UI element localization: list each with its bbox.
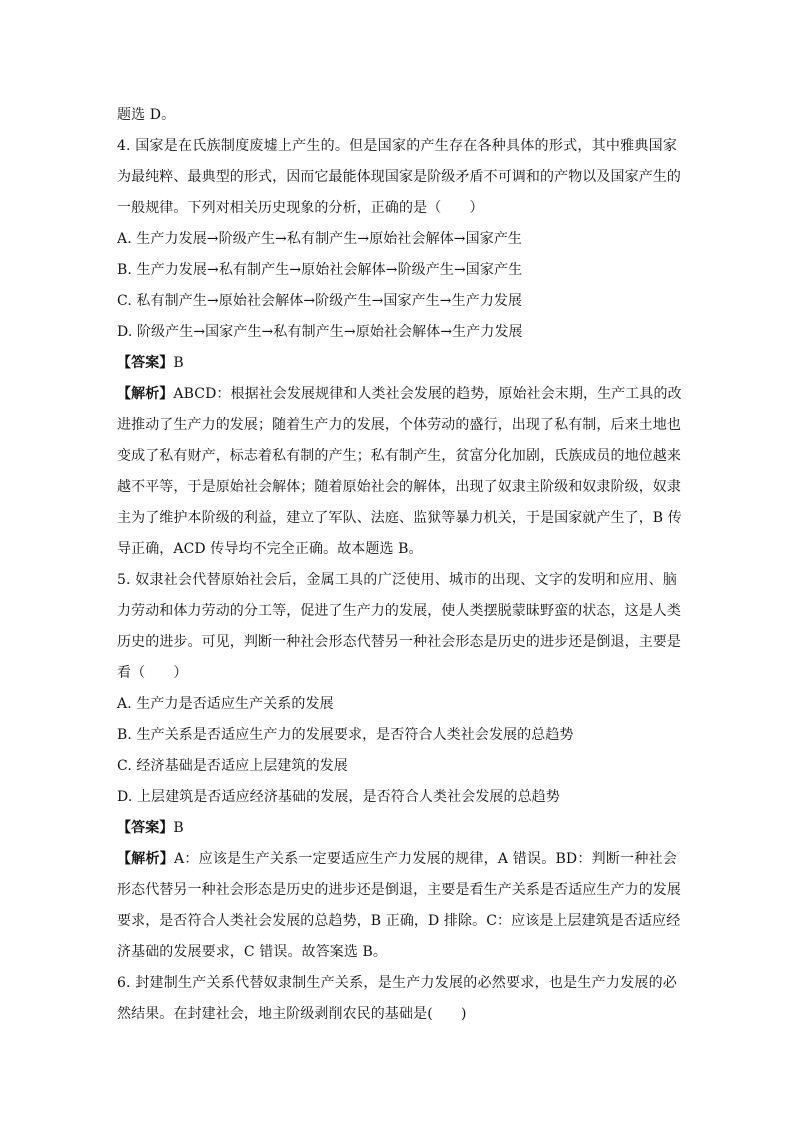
text-line: 进推动了生产力的发展；随着生产力的发展，个体劳动的盛行，出现了私有制，后来土地也 [117, 417, 681, 433]
text-line: 变成了私有财产，标志着私有制的产生；私有制产生，贫富分化加剧，氏族成员的地位越来 [117, 448, 681, 464]
answer-tag: 【答案】 [117, 820, 174, 836]
answer-line: 【答案】B [117, 355, 184, 371]
question-4-stem: 4. 国家是在氏族制度废墟上产生的。但是国家的产生存在各种具体的形式，其中雅典国家 [117, 138, 677, 154]
question-5-stem: 5. 奴隶社会代替原始社会后，金属工具的广泛使用、城市的出现、文字的发明和应用、脑 [117, 572, 677, 588]
option-b: B. 生产力发展→私有制产生→原始社会解体→阶级产生→国家产生 [117, 262, 523, 278]
analysis-tag: 【解析】 [117, 851, 174, 867]
answer-line: 【答案】B [117, 820, 184, 836]
text-line: 为最纯粹、最典型的形式，因而它最能体现国家是阶级矛盾不可调和的产物以及国家产生的 [117, 169, 681, 185]
option-d: D. 阶级产生→国家产生→私有制产生→原始社会解体→生产力发展 [117, 324, 523, 340]
analysis-line: 【解析】ABCD：根据社会发展规律和人类社会发展的趋势，原始社会末期，生产工具的改 [117, 386, 682, 402]
text-line: 一般规律。下列对相关历史现象的分析，正确的是（ ） [117, 200, 484, 216]
text-line: 济基础的发展要求，C 错误。故答案选 B。 [117, 944, 387, 960]
text-line: 主为了维护本阶级的利益，建立了军队、法庭、监狱等暴力机关，于是国家就产生了，B 传 [117, 510, 682, 526]
analysis-line: 【解析】A：应该是生产关系一定要适应生产力发展的规律，A 错误。BD：判断一种社会 [117, 851, 677, 867]
text-line: 形态代替另一种社会形态是历史的进步还是倒退，主要是看生产关系是否适应生产力的发展 [117, 882, 681, 898]
text-line: 历史的进步。可见，判断一种社会形态代替另一种社会形态是历史的进步还是倒退，主要是 [117, 634, 681, 650]
option-d: D. 上层建筑是否适应经济基础的发展，是否符合人类社会发展的总趋势 [117, 789, 560, 805]
text-line: 要求，是否符合人类社会发展的总趋势，B 正确，D 排除。C：应该是上层建筑是否适应经 [117, 913, 681, 929]
text-line: 然结果。在封建社会，地主阶级剥削农民的基础是( ) [117, 1006, 467, 1022]
question-6-stem: 6. 封建制生产关系代替奴隶制生产关系，是生产力发展的必然要求，也是生产力发展的必 [117, 975, 677, 991]
text-line: 越不平等，于是原始社会解体；随着原始社会的解体，出现了奴隶主阶级和奴隶阶级，奴隶 [117, 479, 681, 495]
option-c: C. 私有制产生→原始社会解体→阶级产生→国家产生→生产力发展 [117, 293, 523, 309]
option-b: B. 生产关系是否适应生产力的发展要求，是否符合人类社会发展的总趋势 [117, 727, 574, 743]
option-a: A. 生产力是否适应生产关系的发展 [117, 696, 334, 712]
analysis-tag: 【解析】 [117, 386, 174, 402]
text-line: 题选 D。 [117, 107, 176, 123]
option-a: A. 生产力发展→阶级产生→私有制产生→原始社会解体→国家产生 [117, 231, 523, 247]
text-line: 导正确，ACD 传导均不完全正确。故本题选 B。 [117, 541, 423, 557]
option-c: C. 经济基础是否适应上层建筑的发展 [117, 758, 348, 774]
answer-tag: 【答案】 [117, 355, 174, 371]
document-page [117, 100, 682, 1030]
text-line: 力劳动和体力劳动的分工等，促进了生产力的发展，使人类摆脱蒙昧野蛮的状态，这是人类 [117, 603, 681, 619]
text-line: 看（ ） [117, 665, 188, 681]
